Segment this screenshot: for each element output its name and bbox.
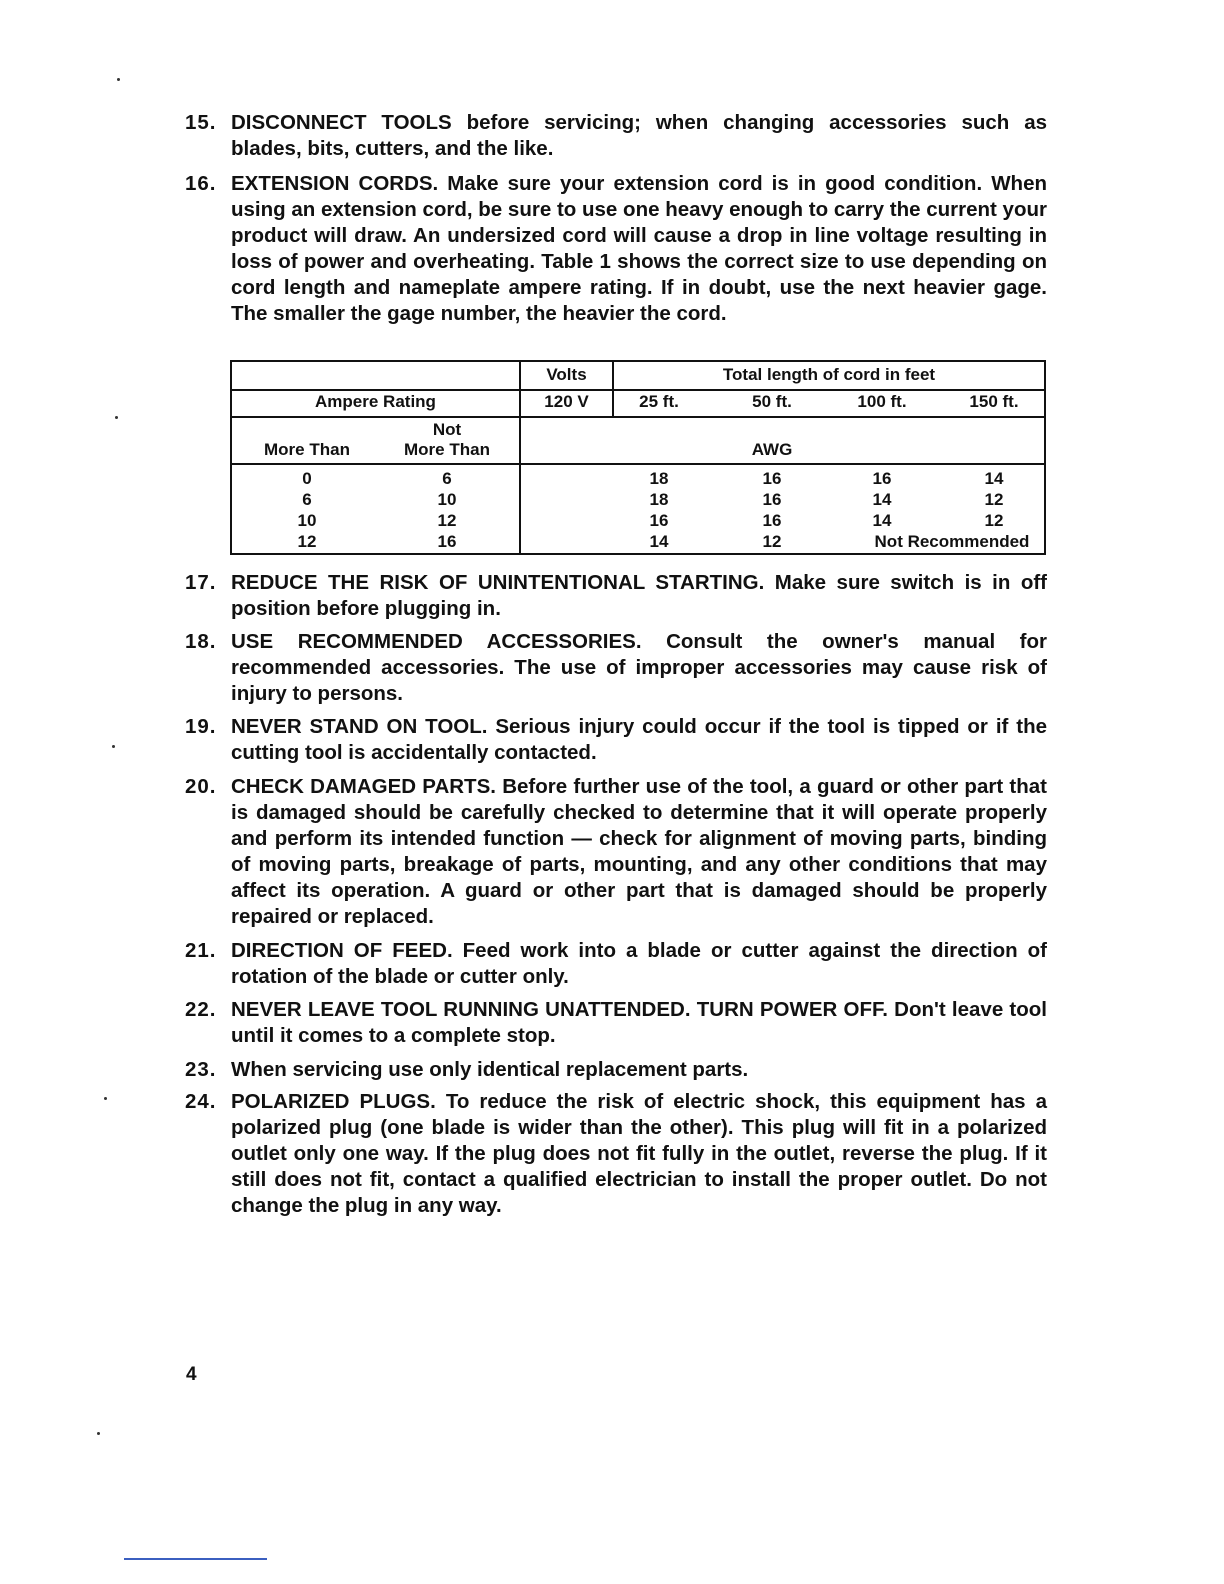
length-100: 100 ft. [857,392,907,411]
item-number: 23. [185,1058,217,1081]
header-rule-partial [232,389,1044,391]
cell-50: 16 [762,490,782,509]
length-150: 150 ft. [969,392,1019,411]
not-recommended: Not Recommended [874,532,1030,551]
cell-25: 14 [649,532,669,551]
volts-label: Volts [546,365,587,384]
item-text: CHECK DAMAGED PARTS. Before further use of the tool, a guard or other part that is damaged should be carefully checked to determine that it will operate properly and perform its intended function — check for alignment of moving parts, binding of moving parts, breakage of parts, mounting, and any other conditions that may affect its operation. A guard or other part that is damaged should be properly repaired or replaced. [231,775,1047,928]
item-number: 24. [185,1090,217,1113]
not-more-than-header: More Than [404,440,490,459]
page-number: 4 [186,1364,197,1385]
cell-more: 6 [302,490,312,509]
list-item-21 [185,938,1047,990]
list-item-19 [185,714,1047,766]
extension-cord-table [230,360,1046,555]
scan-speck [115,416,118,419]
cell-more: 10 [297,511,317,530]
item-number: 18. [185,630,217,653]
item-text: NEVER STAND ON TOOL. Serious injury could occur if the tool is tipped or if the cutting tool is accidentally contacted. [231,715,1047,764]
cell-50: 16 [762,469,782,488]
cell-25: 18 [649,469,669,488]
list-item-23 [185,1057,1047,1083]
cell-100: 14 [872,511,892,530]
cell-50: 12 [762,532,782,551]
list-item-17 [185,570,1047,622]
footer-rule [124,1558,267,1560]
list-item-20 [185,774,1047,930]
list-item-24 [185,1089,1047,1219]
cell-150: 12 [984,511,1004,530]
item-number: 22. [185,998,217,1021]
cell-100: 14 [872,490,892,509]
cell-more: 12 [297,532,317,551]
item-number: 16. [185,172,217,195]
item-number: 15. [185,111,217,134]
list-item-15 [185,110,1047,162]
cell-more: 0 [302,469,312,488]
cell-notmore: 10 [437,490,457,509]
scan-speck [112,745,115,748]
cell-150: 14 [984,469,1004,488]
length-header: Total length of cord in feet [722,365,936,384]
item-text: REDUCE THE RISK OF UNINTENTIONAL STARTING. Make sure switch is in off position before plugging in. [231,571,1047,620]
item-text: EXTENSION CORDS. Make sure your extension cord is in good condition. When using an extension cord, be sure to use one heavy enough to carry the current your product will draw. An undersized cord will cause a drop in line voltage resulting in loss of power and overheating. Table 1 shows the correct size to use depending on cord length and nameplate ampere rating. If in doubt, use the next heavier gage. The smaller the gage number, the heavier the cord. [231,172,1047,325]
length-25: 25 ft. [639,392,679,411]
item-number: 21. [185,939,217,962]
cell-notmore: 16 [437,532,457,551]
list-item-22 [185,997,1047,1049]
item-text: DIRECTION OF FEED. Feed work into a blade or cutter against the direction of rotation of the blade or cutter only. [231,939,1047,988]
cell-25: 16 [649,511,669,530]
cell-notmore: 6 [442,469,452,488]
scan-speck [104,1097,107,1100]
item-text: When servicing use only identical replacement parts. [231,1058,749,1081]
list-item-16 [185,171,1047,327]
list-item-18 [185,629,1047,707]
cell-notmore: 12 [437,511,457,530]
more-than-header: More Than [264,440,350,459]
item-text: USE RECOMMENDED ACCESSORIES. Consult the owner's manual for recommended accessories. The use of improper accessories may cause risk of injury to persons. [231,630,1047,705]
item-number: 17. [185,571,217,594]
item-text: POLARIZED PLUGS. To reduce the risk of electric shock, this equipment has a polarized plug (one blade is wider than the other). This plug will fit in a polarized outlet only one way. If the plug does not fit fully in the outlet, reverse the plug. If it still does not fit, contact a qualified electrician to install the proper outlet. Do not change the plug in any way. [231,1090,1047,1217]
item-text: NEVER LEAVE TOOL RUNNING UNATTENDED. TURN POWER OFF. Don't leave tool until it comes to a complete stop. [231,998,1047,1047]
cell-50: 16 [762,511,782,530]
item-number: 20. [185,775,217,798]
not-label: Not [432,420,462,439]
awg-header: AWG [751,440,793,459]
item-text: DISCONNECT TOOLS before servicing; when changing accessories such as blades, bits, cutters, and the like. [231,111,1047,160]
cell-25: 18 [649,490,669,509]
length-50: 50 ft. [752,392,792,411]
scan-speck [117,78,120,81]
ampere-header: Ampere Rating [315,392,436,411]
item-number: 19. [185,715,217,738]
scan-speck [97,1432,100,1435]
cell-150: 12 [984,490,1004,509]
volts-value: 120 V [544,392,589,411]
cell-100: 16 [872,469,892,488]
